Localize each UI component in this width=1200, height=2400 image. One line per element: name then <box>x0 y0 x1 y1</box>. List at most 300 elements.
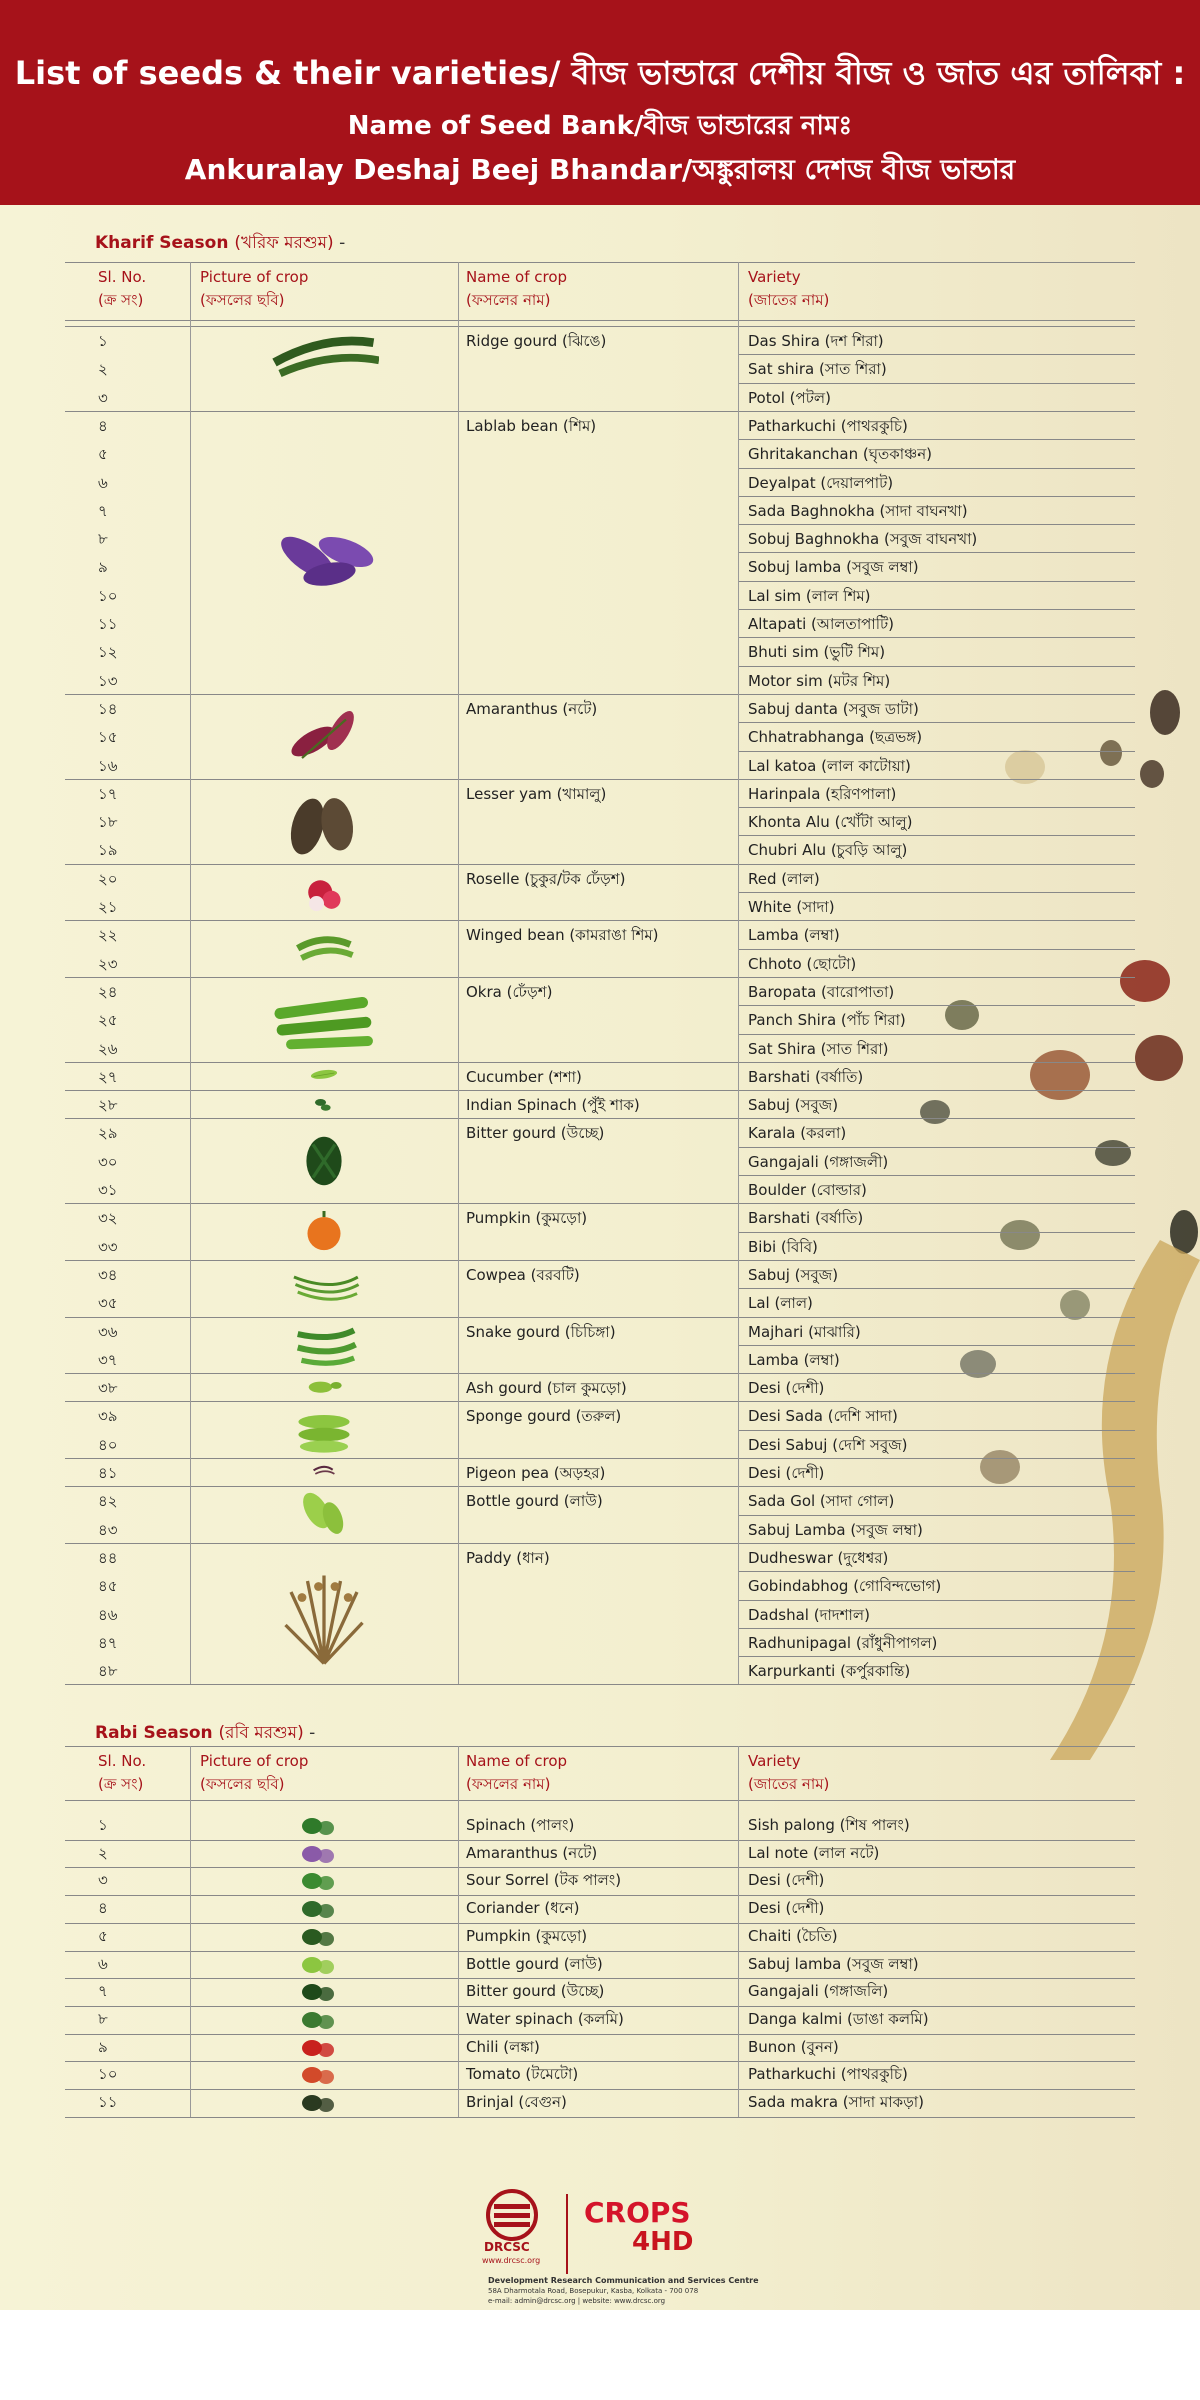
group-divider <box>65 977 1135 978</box>
kharif-title-dash: - <box>333 233 346 253</box>
crop-name: Okra (ঢেঁড়শ) <box>466 982 553 1001</box>
row-divider <box>65 2006 1135 2007</box>
crop-name: Brinjal (বেগুন) <box>466 2093 567 2111</box>
kharif-header-variety <box>748 266 829 312</box>
serial-number: ৪৭ <box>98 1633 118 1652</box>
variety-name: Das Shira (দশ শিরা) <box>748 332 884 350</box>
crop-name: Roselle (চুকুর/টক ঢেঁড়শ) <box>466 869 626 888</box>
4hd-logo-text: 4HD <box>632 2227 694 2257</box>
rabi-header-picture <box>200 1750 308 1796</box>
row-divider <box>65 2089 1135 2090</box>
variety-row-line <box>738 609 1135 610</box>
serial-number: ২৩ <box>98 954 118 973</box>
group-divider <box>65 1373 1135 1374</box>
serial-number: ১৭ <box>98 784 118 803</box>
variety-name: Bunon (বুনন) <box>748 2037 839 2056</box>
header-bottom-line <box>65 1800 1135 1801</box>
serial-number: ২ <box>98 1843 108 1862</box>
column-label-bn: (জাতের নাম) <box>748 291 830 309</box>
variety-name: Karala (করলা) <box>748 1124 847 1143</box>
variety-row-line <box>738 1600 1135 1601</box>
column-label-en: Picture of crop <box>200 1752 309 1770</box>
variety-name: Lal (লাল) <box>748 1294 813 1313</box>
group-divider <box>65 1203 1135 1204</box>
serial-number: ৬ <box>98 473 108 492</box>
variety-row-line <box>738 666 1135 667</box>
crops4hd-logo <box>584 2198 724 2278</box>
variety-name: Altapati (আলতাপাটি) <box>748 615 895 633</box>
variety-row-line <box>738 581 1135 582</box>
variety-row-line <box>738 1034 1135 1035</box>
kharif-header-crop <box>466 266 567 312</box>
header-bottom-line <box>65 320 1135 321</box>
crop-name: Tomato (টমেটো) <box>466 2065 579 2084</box>
indian-spinach-icon <box>269 1092 379 1116</box>
variety-name: Khonta Alu (খোঁটা আলু) <box>748 813 913 832</box>
serial-number: ১১ <box>98 615 118 633</box>
rabi-header-variety <box>748 1750 829 1796</box>
crop-name: Ridge gourd (ঝিঙে) <box>466 332 607 350</box>
serial-number: ২১ <box>98 898 118 916</box>
group-divider <box>65 920 1135 921</box>
variety-name: Sish palong (শিষ পালং) <box>748 1816 910 1834</box>
brinjal-icon <box>290 2091 350 2115</box>
serial-number: ৪৪ <box>98 1548 118 1567</box>
variety-name: Chhoto (ছোটো) <box>748 954 857 973</box>
variety-name: Desi Sabuj (দেশি সবুজ) <box>748 1435 908 1454</box>
footer <box>0 2180 1200 2310</box>
column-divider <box>738 1746 739 2117</box>
crop-name: Bottle gourd (লাউ) <box>466 1954 603 1973</box>
variety-name: Lal sim (লাল শিম) <box>748 586 871 605</box>
header-title: List of seeds & their varieties/ বীজ ভান্ডারে দেশীয় বীজ ও জাত এর তালিকা : <box>14 54 1186 92</box>
row-divider <box>65 1951 1135 1952</box>
group-divider <box>65 779 1135 780</box>
column-label-bn: (ফসলের ছবি) <box>200 1775 285 1793</box>
drcsc-logo-text: DRCSC <box>484 2240 530 2254</box>
group-divider <box>65 411 1135 412</box>
variety-row-line <box>738 552 1135 553</box>
group-divider <box>65 1118 1135 1119</box>
serial-number: ২৭ <box>98 1067 118 1086</box>
group-divider <box>65 326 1135 327</box>
crop-name: Lesser yam (খামালু) <box>466 784 607 803</box>
column-label-en: Sl. No. <box>98 268 147 286</box>
crop-name: Paddy (ধান) <box>466 1548 550 1567</box>
variety-name: Majhari (মাঝারি) <box>748 1322 861 1341</box>
variety-name: Lal katoa (লাল কাটোয়া) <box>748 756 911 775</box>
crop-name: Indian Spinach (পুঁই শাক) <box>466 1096 640 1115</box>
variety-row-line <box>738 892 1135 893</box>
variety-row-line <box>738 468 1135 469</box>
crop-name: Water spinach (কলমি) <box>466 2009 624 2028</box>
org-contact: e-mail: admin@drcsc.org | website: www.drcsc.org <box>488 2297 666 2305</box>
org-name: Development Research Communication and Services Centre <box>488 2276 759 2285</box>
serial-number: ২২ <box>98 926 118 945</box>
variety-name: Desi (দেশী) <box>748 1379 825 1398</box>
sour-sorrel-icon <box>290 1869 350 1893</box>
bottle-gourd-icon <box>290 1953 350 1977</box>
row-divider <box>65 2061 1135 2062</box>
pumpkin-icon <box>269 1205 379 1258</box>
okra-icon <box>269 979 379 1059</box>
variety-name: Lal note (লাল নটে) <box>748 1843 880 1862</box>
variety-name: Sabuj danta (সবুজ ডাটা) <box>748 699 919 718</box>
pumpkin-icon <box>290 1925 350 1949</box>
variety-row-line <box>738 835 1135 836</box>
rabi-season-title <box>95 1720 315 1748</box>
crop-name: Coriander (ধনে) <box>466 1899 580 1918</box>
footer-divider <box>566 2194 568 2274</box>
cowpea-icon <box>269 1262 379 1315</box>
variety-row-line <box>738 1345 1135 1346</box>
variety-name: Potol (পটল) <box>748 388 831 407</box>
variety-name: Karpurkanti (কর্পুরকান্তি) <box>748 1662 911 1681</box>
variety-name: Deyalpat (দেয়ালপাট) <box>748 473 894 492</box>
crop-name: Sponge gourd (তরুল) <box>466 1407 622 1426</box>
crop-name: Bitter gourd (উচ্ছে) <box>466 1982 605 2001</box>
group-divider <box>65 1543 1135 1544</box>
variety-row-line <box>738 637 1135 638</box>
serial-number: ৩৪ <box>98 1265 118 1284</box>
serial-number: ১৬ <box>98 756 118 775</box>
serial-number: ১৯ <box>98 841 118 860</box>
variety-name: Sabuj Lamba (সবুজ লম্বা) <box>748 1520 923 1539</box>
serial-number: ৩৯ <box>98 1407 118 1426</box>
column-label-bn: (ফসলের নাম) <box>466 291 551 309</box>
serial-number: ১৫ <box>98 728 118 747</box>
variety-row-line <box>738 1175 1135 1176</box>
serial-number: ১৩ <box>98 671 118 690</box>
column-label-bn: (ফসলের ছবি) <box>200 291 285 309</box>
variety-name: Sabuj (সবুজ) <box>748 1265 839 1284</box>
crop-name: Pumpkin (কুমড়ো) <box>466 1926 588 1945</box>
group-divider <box>65 1260 1135 1261</box>
serial-number: ৫ <box>98 1926 108 1945</box>
chili-icon <box>290 2036 350 2060</box>
column-label-en: Name of crop <box>466 268 568 286</box>
variety-name: Sada Gol (সাদা গোল) <box>748 1492 895 1511</box>
decorative-seed <box>1120 960 1170 1002</box>
serial-number: ৫ <box>98 445 108 464</box>
variety-name: Gobindabhog (গোবিন্দভোগ) <box>748 1577 942 1596</box>
column-divider <box>738 262 739 1684</box>
variety-name: Bibi (বিবি) <box>748 1237 818 1256</box>
serial-number: ১ <box>98 332 108 350</box>
column-divider <box>190 262 191 1684</box>
column-label-bn: (ফসলের নাম) <box>466 1775 551 1793</box>
crop-name: Cucumber (শশা) <box>466 1067 582 1086</box>
table-top-line <box>65 1746 1135 1747</box>
serial-number: ২৪ <box>98 982 118 1001</box>
column-label-en: Picture of crop <box>200 268 309 286</box>
paddy-icon <box>269 1559 379 1669</box>
variety-name: Ghritakanchan (ঘৃতকাঞ্চন) <box>748 445 933 464</box>
row-divider <box>65 2117 1135 2118</box>
kharif-title-en: Kharif Season <box>95 233 229 253</box>
variety-name: Patharkuchi (পাথরকুচি) <box>748 416 908 435</box>
group-divider <box>65 864 1135 865</box>
cucumber-icon <box>269 1064 379 1088</box>
rabi-header-crop <box>466 1750 567 1796</box>
serial-number: ৬ <box>98 1954 108 1973</box>
crop-name: Pigeon pea (অড়হর) <box>466 1464 606 1482</box>
ridge-gourd-icon <box>269 328 379 408</box>
variety-row-line <box>738 751 1135 752</box>
group-divider <box>65 1458 1135 1459</box>
water-spinach-icon <box>290 2008 350 2032</box>
variety-name: Chubri Alu (চুবড়ি আলু) <box>748 841 908 860</box>
variety-row-line <box>738 1515 1135 1516</box>
variety-name: Sabuj (সবুজ) <box>748 1096 839 1115</box>
group-divider <box>65 1401 1135 1402</box>
decorative-seed <box>1140 760 1164 788</box>
serial-number: ৭ <box>98 501 108 520</box>
serial-number: ৩৮ <box>98 1379 118 1398</box>
variety-row-line <box>738 949 1135 950</box>
winged-bean-icon <box>269 922 379 975</box>
variety-row-line <box>738 1571 1135 1572</box>
serial-number: ২৯ <box>98 1124 118 1143</box>
variety-name: Sat Shira (সাত শিরা) <box>748 1039 889 1058</box>
bitter-gourd-icon <box>290 1980 350 2004</box>
decorative-pod <box>960 1240 1200 1764</box>
crop-name: Amaranthus (নটে) <box>466 1843 598 1862</box>
variety-row-line <box>738 1147 1135 1148</box>
serial-number: ২ <box>98 360 108 379</box>
variety-row-line <box>738 807 1135 808</box>
row-divider <box>65 2034 1135 2035</box>
group-divider <box>65 1486 1135 1487</box>
serial-number: ৪৬ <box>98 1605 118 1624</box>
serial-number: ১ <box>98 1816 108 1834</box>
column-label-bn: (ক্র সং) <box>98 1775 144 1793</box>
decorative-seed <box>920 1100 950 1124</box>
sponge-gourd-icon <box>269 1403 379 1456</box>
variety-name: Sobuj Baghnokha (সবুজ বাঘনখা) <box>748 530 978 549</box>
serial-number: ২৫ <box>98 1011 118 1030</box>
serial-number: ৮ <box>98 530 108 549</box>
variety-name: Dadshal (দাদশাল) <box>748 1605 870 1624</box>
rabi-title-bn: (রবি মরশুম) <box>218 1723 304 1743</box>
variety-name: Red (লাল) <box>748 869 820 888</box>
group-divider <box>65 694 1135 695</box>
kharif-title-bn: (খরিফ মরশুম) <box>234 233 334 253</box>
group-divider <box>65 1684 1135 1685</box>
serial-number: ৪৫ <box>98 1577 118 1596</box>
serial-number: ২৬ <box>98 1039 118 1058</box>
variety-name: Desi Sada (দেশি সাদা) <box>748 1407 898 1426</box>
org-address: 58A Dharmotala Road, Bosepukur, Kasba, Kolkata - 700 078 <box>488 2287 699 2295</box>
variety-name: Gangajali (গঙ্গাজলি) <box>748 1982 889 2001</box>
header-seed-bank-label: Name of Seed Bank/বীজ ভান্ডারের নামঃ <box>347 111 853 141</box>
serial-number: ৪০ <box>98 1435 118 1454</box>
crop-name: Bottle gourd (লাউ) <box>466 1492 603 1511</box>
variety-name: Bhuti sim (ভুটি শিম) <box>748 643 886 662</box>
serial-number: ১০ <box>98 586 118 605</box>
group-divider <box>65 1090 1135 1091</box>
variety-name: Panch Shira (পাঁচ শিরা) <box>748 1011 906 1030</box>
variety-name: Patharkuchi (পাথরকুচি) <box>748 2065 908 2084</box>
variety-name: Lamba (লম্বা) <box>748 926 840 945</box>
variety-name: Harinpala (হরিণপালা) <box>748 784 897 803</box>
variety-row-line <box>738 354 1135 355</box>
column-divider <box>458 262 459 1684</box>
row-divider <box>65 1895 1135 1896</box>
crop-name: Bitter gourd (উচ্ছে) <box>466 1124 605 1143</box>
crop-name: Cowpea (বরবটি) <box>466 1265 580 1284</box>
row-divider <box>65 1867 1135 1868</box>
variety-row-line <box>738 1288 1135 1289</box>
serial-number: ৩ <box>98 1871 108 1890</box>
crop-name: Amaranthus (নটে) <box>466 699 598 718</box>
serial-number: ১০ <box>98 2065 118 2084</box>
pigeon-pea-icon <box>269 1460 379 1484</box>
decorative-seed <box>1095 1140 1131 1166</box>
variety-name: Baropata (বারোপাতা) <box>748 982 895 1001</box>
roselle-icon <box>269 866 379 919</box>
snake-gourd-icon <box>269 1319 379 1372</box>
decorative-seed <box>1150 690 1180 735</box>
variety-name: Sada Baghnokha (সাদা বাঘনখা) <box>748 501 968 520</box>
header-banner <box>0 0 1200 205</box>
serial-number: ৯ <box>98 2037 108 2056</box>
column-divider <box>190 1746 191 2117</box>
group-divider <box>65 1317 1135 1318</box>
kharif-header-picture <box>200 266 308 312</box>
variety-name: Desi (দেশী) <box>748 1464 825 1482</box>
variety-row-line <box>738 1656 1135 1657</box>
variety-name: Motor sim (মটর শিম) <box>748 671 891 690</box>
serial-number: ১২ <box>98 643 118 662</box>
serial-number: ৩৭ <box>98 1350 118 1369</box>
column-divider <box>458 1746 459 2117</box>
serial-number: ৪ <box>98 1899 108 1918</box>
rabi-title-dash: - <box>303 1723 316 1743</box>
kharif-header-sl <box>98 266 146 312</box>
rabi-title-en: Rabi Season <box>95 1723 213 1743</box>
crop-name: Chili (লঙ্কা) <box>466 2037 540 2056</box>
row-divider <box>65 1978 1135 1979</box>
table-top-line <box>65 262 1135 263</box>
column-label-en: Sl. No. <box>98 1752 147 1770</box>
serial-number: ৪ <box>98 416 108 435</box>
variety-name: Desi (দেশী) <box>748 1899 825 1918</box>
variety-name: Gangajali (গঙ্গাজলী) <box>748 1152 889 1171</box>
variety-name: Dudheswar (দুধেশ্বর) <box>748 1548 889 1567</box>
decorative-seed <box>1030 1050 1090 1100</box>
variety-name: Chhatrabhanga (ছত্রভঙ্গ) <box>748 728 923 747</box>
crop-name: Winged bean (কামরাঙা শিম) <box>466 926 659 945</box>
amaranthus-icon <box>269 696 379 776</box>
decorative-seed <box>1100 740 1122 766</box>
variety-row-line <box>738 496 1135 497</box>
serial-number: ১১ <box>98 2093 118 2111</box>
crop-name: Spinach (পালং) <box>466 1816 575 1834</box>
rabi-header-sl <box>98 1750 146 1796</box>
crops-logo-text: CROPS <box>584 2196 691 2229</box>
serial-number: ২০ <box>98 869 118 888</box>
serial-number: ৭ <box>98 1982 108 2001</box>
group-divider <box>65 1062 1135 1063</box>
serial-number: ১৮ <box>98 813 118 832</box>
variety-name: Barshati (বর্ষাতি) <box>748 1209 864 1228</box>
serial-number: ৩১ <box>98 1181 118 1199</box>
variety-name: Sada makra (সাদা মাকড়া) <box>748 2093 925 2111</box>
serial-number: ৩ <box>98 388 108 407</box>
crop-name: Lablab bean (শিম) <box>466 416 597 435</box>
variety-row-line <box>738 722 1135 723</box>
serial-number: ৩০ <box>98 1152 118 1171</box>
decorative-seed <box>1135 1035 1183 1081</box>
column-label-en: Variety <box>748 1752 801 1770</box>
row-divider <box>65 1923 1135 1924</box>
variety-name: Lamba (লম্বা) <box>748 1350 840 1369</box>
coriander-icon <box>290 1897 350 1921</box>
crop-name: Ash gourd (চাল কুমড়ো) <box>466 1379 627 1398</box>
column-label-en: Name of crop <box>466 1752 568 1770</box>
variety-name: Radhunipagal (রাঁধুনীপাগল) <box>748 1633 938 1652</box>
row-divider <box>65 1840 1135 1841</box>
serial-number: ৩৩ <box>98 1237 118 1256</box>
variety-name: Danga kalmi (ডাঙা কলমি) <box>748 2009 929 2028</box>
serial-number: ৪১ <box>98 1464 118 1482</box>
serial-number: ৩৫ <box>98 1294 118 1313</box>
variety-name: Barshati (বর্ষাতি) <box>748 1067 864 1086</box>
variety-name: Boulder (বোল্ডার) <box>748 1181 867 1199</box>
serial-number: ১৪ <box>98 699 118 718</box>
drcsc-emblem-icon <box>480 2188 544 2242</box>
spinach-icon <box>290 1814 350 1838</box>
ash-gourd-icon <box>269 1375 379 1399</box>
crop-name: Sour Sorrel (টক পালং) <box>466 1871 622 1890</box>
column-label-bn: (জাতের নাম) <box>748 1775 830 1793</box>
header-seed-bank-name: Ankuralay Deshaj Beej Bhandar/অঙ্কুরালয় দেশজ বীজ ভান্ডার <box>184 153 1016 186</box>
lesser-yam-icon <box>269 781 379 861</box>
bitter-gourd-icon <box>269 1121 379 1201</box>
serial-number: ৩২ <box>98 1209 118 1228</box>
bottle-gourd-icon <box>269 1488 379 1541</box>
serial-number: ৩৬ <box>98 1322 118 1341</box>
crop-name: Pumpkin (কুমড়ো) <box>466 1209 588 1228</box>
variety-name: Chaiti (চৈতি) <box>748 1926 838 1945</box>
serial-number: ৯ <box>98 558 108 577</box>
kharif-season-title <box>95 230 345 258</box>
serial-number: ৪২ <box>98 1492 118 1511</box>
serial-number: ৮ <box>98 2009 108 2028</box>
variety-name: White (সাদা) <box>748 898 835 916</box>
variety-row-line <box>738 1232 1135 1233</box>
crop-name: Snake gourd (চিচিঙ্গা) <box>466 1322 616 1341</box>
variety-name: Sat shira (সাত শিরা) <box>748 360 887 379</box>
tomato-icon <box>290 2063 350 2087</box>
serial-number: ২৮ <box>98 1096 118 1115</box>
column-label-bn: (ক্র সং) <box>98 291 144 309</box>
variety-name: Desi (দেশী) <box>748 1871 825 1890</box>
serial-number: ৪৮ <box>98 1662 118 1681</box>
variety-row-line <box>738 524 1135 525</box>
variety-name: Sabuj lamba (সবুজ লম্বা) <box>748 1954 919 1973</box>
drcsc-logo <box>480 2188 560 2278</box>
variety-name: Sobuj lamba (সবুজ লম্বা) <box>748 558 919 577</box>
variety-row-line <box>738 383 1135 384</box>
footer-blank <box>0 2310 1200 2400</box>
variety-row-line <box>738 1430 1135 1431</box>
variety-row-line <box>738 1005 1135 1006</box>
lablab-bean-icon <box>269 512 379 592</box>
amaranthus-icon <box>290 1842 350 1866</box>
drcsc-logo-web: www.drcsc.org <box>482 2256 541 2265</box>
